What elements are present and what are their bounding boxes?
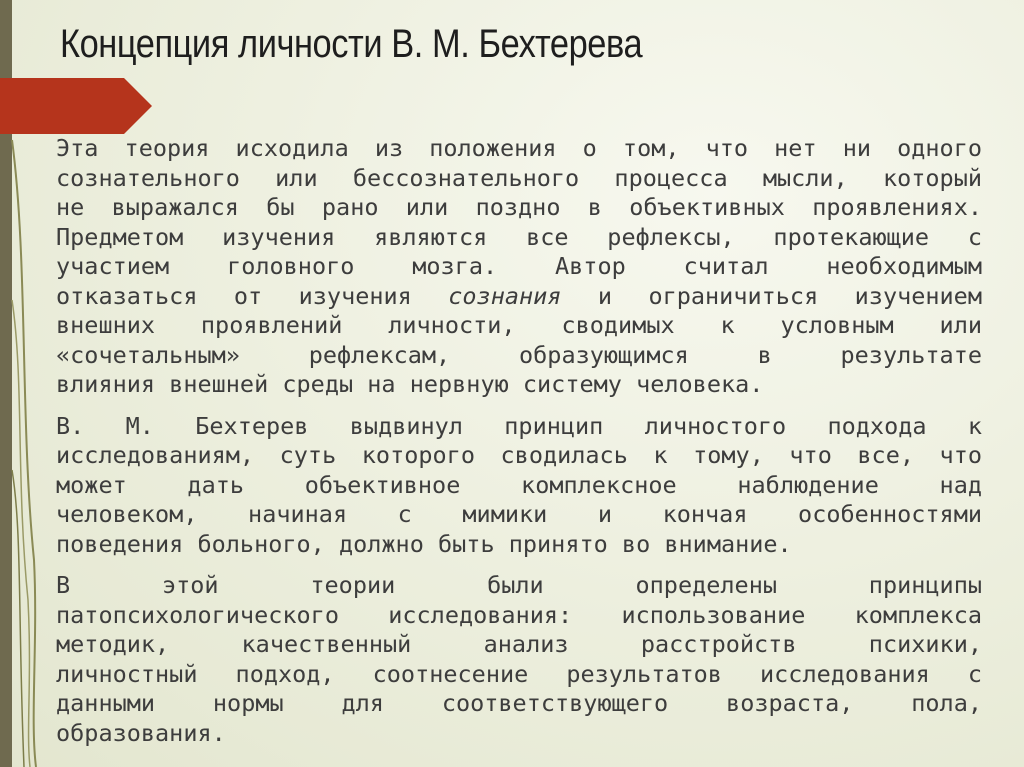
paragraph-line: Эта теория исходила из положения о том, что нет ни одного xyxy=(56,134,982,162)
paragraph-line: сознательного или бессознательного процесса мысли, который xyxy=(56,163,982,192)
paragraph-line: участием головного мозга. Автор считал необходимым xyxy=(56,252,982,280)
slide-body xyxy=(56,134,982,760)
paragraph-line: образования. xyxy=(56,718,226,747)
paragraph-line: патопсихологического исследования: использование комплекса xyxy=(56,600,982,629)
paragraph-line: В. М. Бехтерев выдвинул принцип личностого подхода к xyxy=(56,411,982,440)
paragraph-line: не выражался бы рано или поздно в объективных проявлениях. xyxy=(56,193,982,221)
paragraph-line: исследованиям, суть которого сводилась к тому, что все, что xyxy=(56,441,982,469)
paragraph-line: личностный подход, соотнесение результатов исследования с xyxy=(56,659,982,688)
slide-title: Концепция личности В. М. Бехтерева xyxy=(60,22,643,66)
title-accent-tab xyxy=(0,78,152,134)
paragraph-line: может дать объективное комплексное наблюдение над xyxy=(56,470,982,499)
paragraph-2 xyxy=(56,412,982,560)
paragraph-line: внешних проявлений личности, сводимых к условным или xyxy=(56,311,982,339)
paragraph-line: «сочетальным» рефлексам, образующимся в результате xyxy=(56,340,982,369)
paragraph-3 xyxy=(56,571,982,748)
paragraph-line: Предметом изучения являются все рефлексы, протекающие с xyxy=(56,222,982,251)
paragraph-line: человеком, начиная с мимики и кончая особенностями xyxy=(56,500,982,528)
paragraph-line: отказаться от изучения сознания и ограничиться изучением xyxy=(56,281,982,310)
paragraph-line: В этой теории были определены принципы xyxy=(56,571,982,599)
paragraph-1 xyxy=(56,134,982,400)
paragraph-line: поведения больного, должно быть принято во внимание. xyxy=(56,529,792,558)
emphasis-text: сознания xyxy=(448,281,562,310)
paragraph-line: методик, качественный анализ расстройств психики, xyxy=(56,630,982,658)
paragraph-line: влияния внешней среды на нервную систему человека. xyxy=(56,370,764,398)
paragraph-line: данными нормы для соответствующего возраста, пола, xyxy=(56,689,982,717)
